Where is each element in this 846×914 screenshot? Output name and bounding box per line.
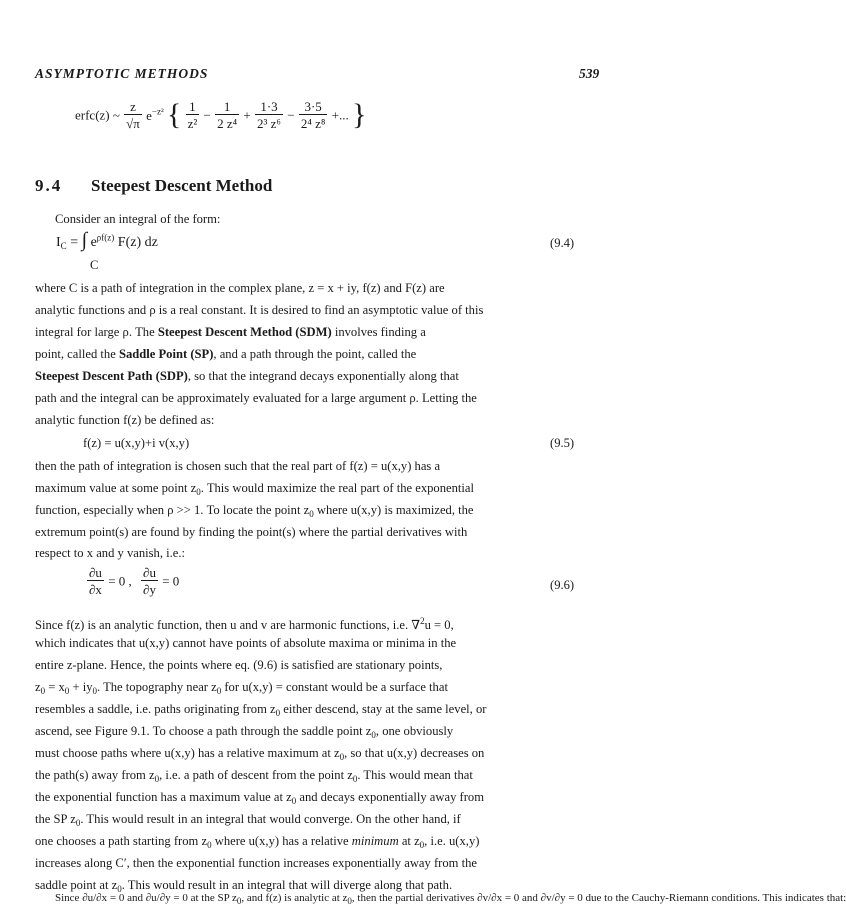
running-header-title: ASYMPTOTIC METHODS xyxy=(35,66,209,81)
frac-z-over-sqrtpi: $\frac{z}{√\pi}$ xyxy=(126,99,140,131)
intro-line: Consider an integral of the form: xyxy=(55,212,221,226)
paragraph-line: respect to x and y vanish, i.e.: xyxy=(35,546,186,560)
paragraph-line: point, called the Saddle Point (SP), and a path through the point, called the xyxy=(35,347,417,361)
paragraph-line: one chooses a path starting from $z_0$ where u(x,y) has a relative minimum at $z_0$, i.e. u(x,y) xyxy=(35,834,480,850)
equation-9-4: $I_C$ = ∫ $e^{\rho f(z)}$ F(z) dz xyxy=(56,229,158,251)
integral-limit: C xyxy=(90,258,99,272)
paragraph-line: analytic function f(z) be defined as: xyxy=(35,413,215,427)
paragraph-line: extremum point(s) are found by finding the point(s) where the partial derivatives with xyxy=(35,525,468,539)
paragraph-line: path and the integral can be approximately evaluated for a large argument ρ. Letting the xyxy=(35,391,477,405)
equation-9-5: f(z) = u(x,y)+i v(x,y) xyxy=(83,436,190,450)
erfc-equation: erfc(z) ~ $\frac{z}{√\pi}$ $e^{-z^2}$ { $\frac{1}{\text{z²}}$ − $\frac{1}{\text{2 z⁴}}$ + $\frac{1\cdot 3}{\text{2³ z⁶}}$ − $\frac{3\cdot 5}{\text{2⁴ z⁸}}$ +... } xyxy=(75,98,367,131)
paragraph-line: where C is a path of integration in the complex plane, z = x + iy, f(z) and F(z) are xyxy=(35,281,445,295)
paragraph-line: Since f(z) is an analytic function, then u and v are harmonic functions, i.e. ∇$^2$u = 0, xyxy=(35,616,454,633)
section-title: Steepest Descent Method xyxy=(91,176,273,195)
paragraph-line: the SP $z_0$. This would result in an integral that would converge. On the other hand, if xyxy=(35,812,461,828)
paragraph-line: which indicates that u(x,y) cannot have points of absolute maxima or minima in the xyxy=(35,636,457,650)
paragraph-line: entire z-plane. Hence, the points where eq. (9.6) is satisfied are stationary points, xyxy=(35,658,443,672)
paragraph-line: increases along C′, then the exponential function increases exponentially away from the xyxy=(35,856,477,870)
paragraph-line: saddle point at $z_0$. This would result in an integral that will diverge along that path. xyxy=(35,878,453,894)
section-number: 9.4 xyxy=(35,176,63,195)
equation-number-9-6: (9.6) xyxy=(550,578,575,592)
paragraph-line: analytic functions and ρ is a real constant. It is desired to find an asymptotic value of this xyxy=(35,303,484,317)
paragraph-line: function, especially when ρ >> 1. To locate the point $z_0$ where u(x,y) is maximized, the xyxy=(35,503,474,519)
paragraph-line: then the path of integration is chosen such that the real part of f(z) = u(x,y) has a xyxy=(35,459,441,473)
paragraph-line: Steepest Descent Path (SDP), so that the integrand decays exponentially along that xyxy=(35,369,459,383)
paragraph-line: must choose paths where u(x,y) has a relative maximum at $z_0$, so that u(x,y) decreases on xyxy=(35,746,485,762)
equation-9-6: $\frac{\partial u}{\partial x}$ = 0 , $\frac{\partial u}{\partial y}$ = 0 xyxy=(89,565,180,597)
section-heading xyxy=(35,176,272,196)
paragraph-line: integral for large ρ. The Steepest Descent Method (SDM) involves finding a xyxy=(35,325,426,339)
page-number: 539 xyxy=(579,66,600,81)
paragraph-line: maximum value at some point $z_0$. This would maximize the real part of the exponential xyxy=(35,481,474,497)
paragraph-line: resembles a saddle, i.e. paths originating from $z_0$ either descend, stay at the same level, or xyxy=(35,702,487,718)
paragraph-line: the exponential function has a maximum value at $z_0$ and decays exponentially away from xyxy=(35,790,484,806)
paragraph-line: $z_0 = x_0 + iy_0$. The topography near $z_0$ for u(x,y) = constant would be a surface that xyxy=(35,680,448,696)
paragraph-line: Since ∂u/∂x = 0 and ∂u/∂y = 0 at the SP $z_0$, and f(z) is analytic at $z_0$, then the partial derivatives ∂v/∂x = 0 and ∂v/∂y = 0 due to the Cauchy-Riemann conditions. This indicates that: xyxy=(55,892,846,906)
equation-number-9-5: (9.5) xyxy=(550,436,575,450)
equation-number-9-4: (9.4) xyxy=(550,236,575,250)
paragraph-line: the path(s) away from $z_0$, i.e. a path of descent from the point $z_0$. This would mean that xyxy=(35,768,473,784)
paragraph-line: ascend, see Figure 9.1. To choose a path through the saddle point $z_0$, one obviously xyxy=(35,724,454,740)
